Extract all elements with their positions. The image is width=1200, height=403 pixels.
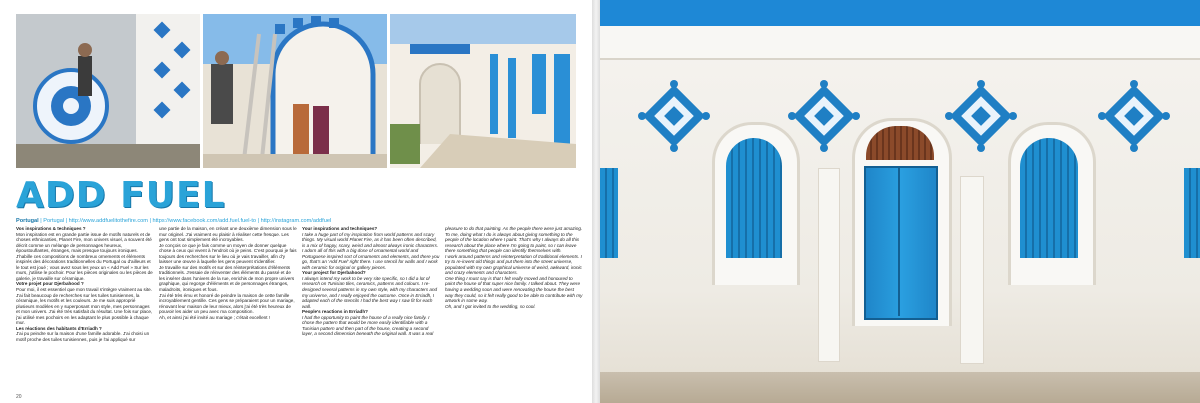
paragraph: Je travaille sur des motifs et sur des réinterprétations d'éléments traditionnels. J'essaie de réinventer des éléments du passé et de les insérer dans l'univers de la rue, enrichis de mon propre univers graphique, qui regorge d'éléments et de personnages étranges, maladroits, ironiques et fous. [159,264,295,293]
page-number: 20 [16,394,22,400]
painter-on-scaffold-photo [16,14,200,168]
paragraph: I work around patterns and reinterpretation of traditional elements. I try to re-invent old things and put them into the street universe, populated with my own graphical universe of weird, awkward, ironic and crazy elements and characters. [445,253,582,276]
french-column-1 [16,226,154,396]
english-column-2 [445,226,583,396]
paragraph: Oh, and I got invited to the wedding, so cool. [445,303,536,309]
french-column-2 [159,226,297,396]
ground [600,372,1200,403]
paragraph: I adorn all of this with a big dose of ornamental world and Portuguese inspired sort of ornaments and elements, and there you go, that's an 'Add Fuel' right there. I use stencil for walls and I work with ceramic for original or gallery pieces. [302,248,440,270]
tile-pattern-icon [788,80,860,152]
paragraph: Je conçois ce que je fais comme un moyen de donner quelque chose à ceux qui vivent à l'endroit où je peins. C'est pourquoi je fais toujours des recherches sur le lieu où je vais travailler, afin d'y laisser une œuvre à laquelle les gens peuvent s'identifier. [159,242,297,265]
paragraph: I had the opportunity to paint the house of a really nice family. I chose the pattern that would be more easily identifiable with a Tunisian pattern and then part of the house, creating a second layer, a second dimension beneath the original wall. It was a real [302,314,434,337]
question-heading: Vos inspirations & techniques ? [16,226,86,231]
paragraph: Mon inspiration est en grande partie issue de motifs naturels et de choses ethnicanties, Planet Fire, mon univers visuel, a souvent été décrit comme un mélange de personnages heureux, époustouflantes, étranges, mais presque toujours ironiques. J'habille ces compositions de nombreux ornements et éléments inspirés des décorations traditionnelles du Portugal ou d'ailleurs et le tout est joué ; vous avez sous les yeux un « Add Fuel » Sur les murs, j'utilise le pochoir. Pour les pièces originales ou les pièces de galerie, je travaille sur céramique. [16,231,153,281]
article-title: ADD FUEL [16,175,226,216]
paragraph: J'ai été très ému et honoré de peindre la maison de cette famille incroyablement gentille. Ces gens se préparaient pour un mariage, rénovant leur maison de leur mieux, alors j'ai été très heureux de pouvoir les aider un peu avec ma composition. [159,292,295,315]
tile-pattern-icon [1098,80,1170,152]
question-heading: Your project for Djerbahood? [302,270,366,276]
roof-ledge [600,26,1200,60]
country-label: Portugal [16,218,39,224]
left-window [726,138,782,258]
ladder-and-passersby-photo [203,14,387,168]
paragraph: une partie de la maison, en créant une deuxième dimension sous le mur originel. J'ai vraiment eu plaisir à réaliser cette fresque. Les gens ont tout simplement été incroyables. [159,226,297,243]
question-heading: People's reactions in Erriadh? [302,309,368,315]
right-window [1020,138,1078,258]
link-list: | Portugal | http://www.addfuelitothefire.com | https://www.facebook.com/add.fuel.fuel-to | http://instagram.com/addfuel [38,218,332,224]
edge-window-right [1184,168,1200,258]
paragraph: One thing I must say is that I felt really moved and honoured to paint the house of that super nice family. I talked about. They were having a wedding soon and were renovating the house the best way they could, so it felt really good to be able to contribute with my artwork in some way. [445,275,583,304]
edge-window-left [600,168,618,258]
question-heading: Les réactions des habitants d'Erriadh ? [16,325,102,331]
pillar [818,168,840,362]
paragraph: Ah, et ainsi j'ai été invité au mariage ; c'était excellent ! [159,314,271,320]
blue-door [864,166,938,320]
artist-links [16,218,576,224]
tile-pattern-icon [638,80,710,152]
white-house-blue-tiles-photo [600,0,1200,403]
left-page [0,0,592,403]
page-gutter [592,0,600,403]
question-heading: Votre projet pour Djerbahood ? [16,281,84,287]
paragraph: pleasure to do that painting. As the people there were just amazing. To me, doing what I do is always about giving something to the people of the location where I paint. That's why I always do all this research about the place where I'm going to paint, so I can leave there something that people can identify themselves with. [445,226,583,254]
door-split [898,166,900,316]
paragraph: I take a huge part of my inspiration from world patterns and scary things. My visual world Planet Fire, as it has been often described, is a mix of happy, scary, weird and almost always ironic characters. [302,231,439,248]
paragraph: Pour moi, il est essentiel que mon travail s'intègre vraiment au site. J'ai fait beaucoup de recherches sur les tuiles tunisiennes, la céramique, les motifs et les couleurs. Je me suis approprié plusieurs modèles en y superposant mon style, mes personnages et mon univers. J'ai été très satisfait du résultat. Une fois sur place, j'ai utilisé mes pochoirs en les adaptant le plus possible à chaque mur. [16,287,153,326]
blue-doors-street-photo [390,14,576,168]
pillar [960,176,984,364]
paragraph: I always intend my work to be very site specific, so I did a lot of research on Tunisian tiles, ceramics, patterns and colours. I re-designed several patterns in my own style, with my characters and my universe, and I really enjoyed the outcome. Once in Erriadh, I adapted each of the stencils I had the best way I saw fit for each wall. [302,275,438,309]
tile-pattern-icon [945,80,1017,152]
paragraph: J'ai pu peindre sur la maison d'une famille adorable. J'ai choisi un motif proche des tuiles tunisiennes, puis je l'ai appliqué sur [16,331,150,342]
question-heading: Your inspirations and techniques? [302,226,378,231]
english-column-1 [302,226,440,396]
